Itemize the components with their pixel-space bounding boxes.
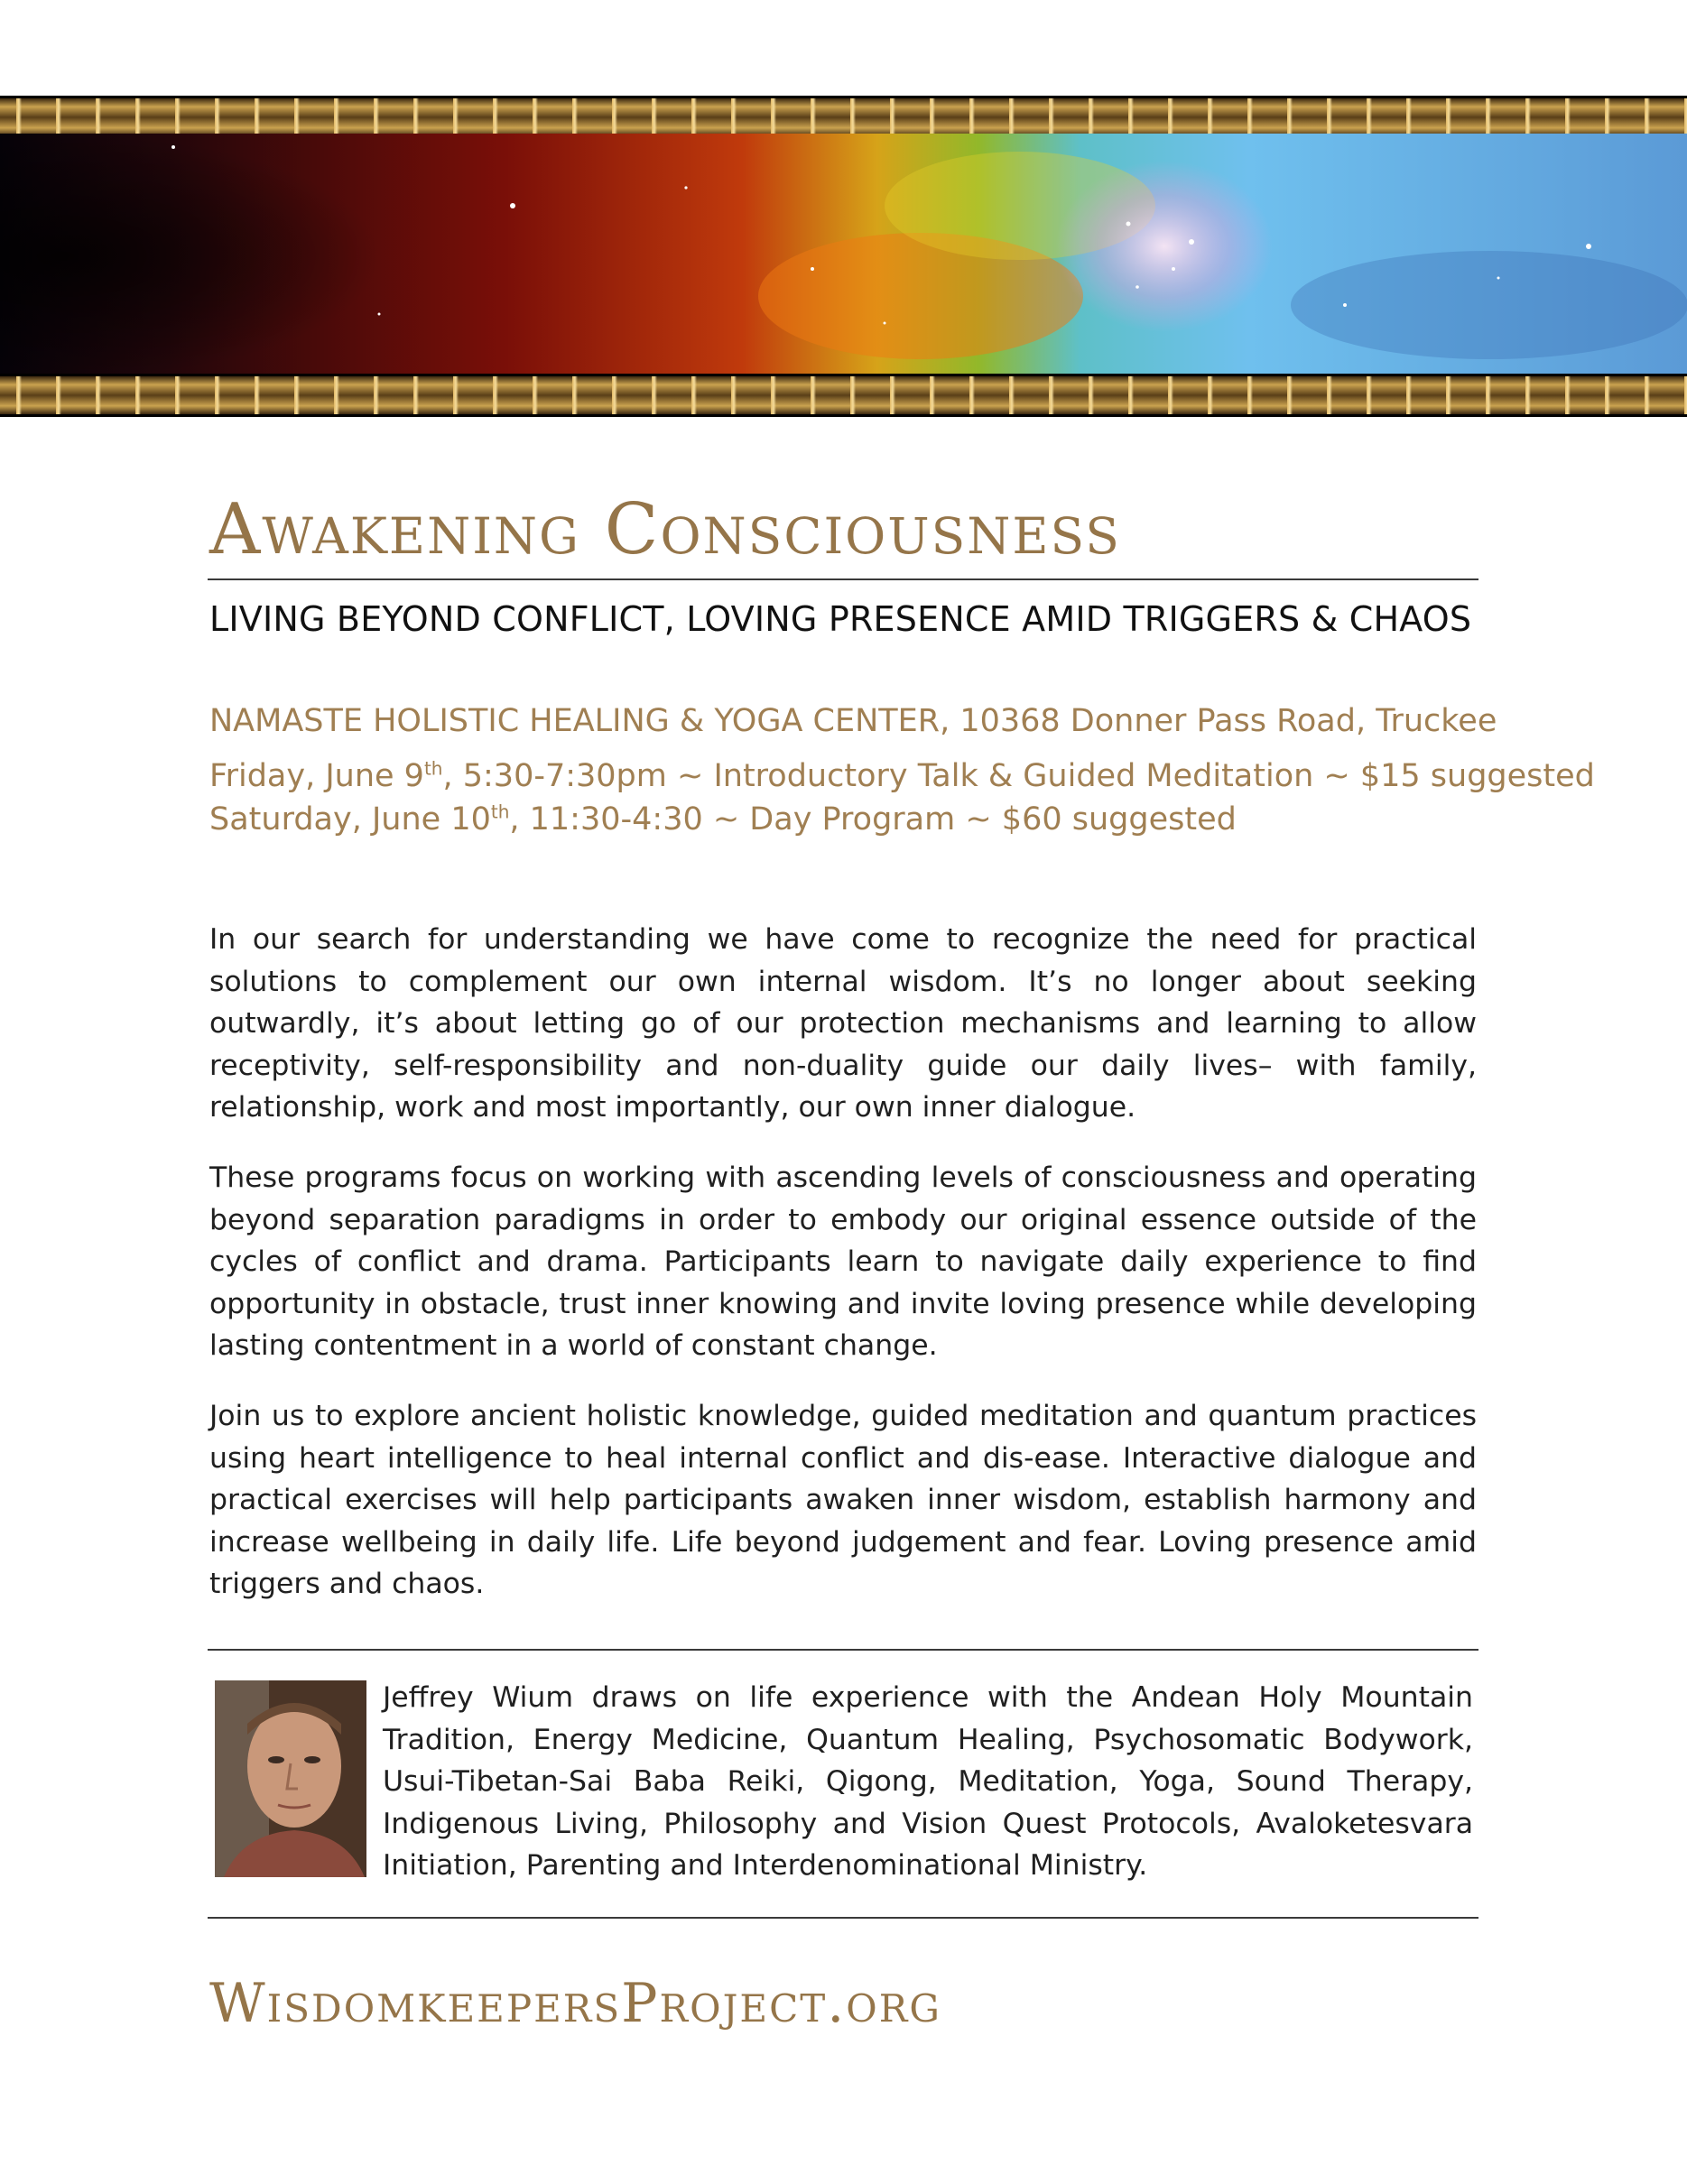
session-saturday: Saturday, June 10th, 11:30-4:30 ~ Day Program ~ $60 suggested <box>209 800 1237 838</box>
banner-ornament-top <box>0 96 1687 139</box>
portrait-image <box>215 1680 366 1877</box>
title-divider <box>208 578 1478 580</box>
nebula-image <box>0 134 1687 379</box>
banner-ornament-bottom <box>0 374 1687 417</box>
bio-divider-top <box>208 1649 1478 1651</box>
page-title: Awakening Consciousness <box>209 489 1121 570</box>
venue-line: NAMASTE HOLISTIC HEALING & YOGA CENTER, 10368 Donner Pass Road, Truckee <box>209 703 1497 739</box>
header-banner <box>0 96 1687 417</box>
schedule <box>209 754 1595 841</box>
subtitle: LIVING BEYOND CONFLICT, LOVING PRESENCE AMID TRIGGERS & CHAOS <box>209 599 1472 639</box>
presenter-photo <box>215 1680 366 1877</box>
website-link[interactable]: WisdomkeepersProject.org <box>209 1972 941 2035</box>
intro-paragraph: In our search for understanding we have come to recognize the need for practical solutions to complement our own internal wisdom. It’s no longer about seeking outwardly, it’s about letting go of our protection mechanisms and learning to allow receptivity, self-responsibility and non-duality guide our daily lives– with family, relationship, work and most importantly, our own inner dialogue. <box>209 923 1477 1124</box>
session-friday: Friday, June 9th, 5:30-7:30pm ~ Introductory Talk & Guided Meditation ~ $15 suggested <box>209 757 1595 794</box>
presenter-bio: Jeffrey Wium draws on life experience with the Andean Holy Mountain Tradition, Energy Medicine, Quantum Healing, Psychosomatic Bodywork, Usui-Tibetan-Sai Baba Reiki, Qigong, Meditation, Yoga, Sound Therapy, Indigenous Living, Philosophy and Vision Quest Protocols, Avaloketesvara Initiation, Parenting and Interdenominational Ministry. <box>383 1681 1473 1882</box>
bio-divider-bottom <box>208 1917 1478 1919</box>
program-paragraph: These programs focus on working with ascending levels of consciousness and operating beyond separation paradigms in order to embody our original essence outside of the cycles of conflict and drama. Participants learn to navigate daily experience to find opportunity in obstacle, trust inner knowing and invite loving presence while developing lasting contentment in a world of constant change. <box>209 1161 1477 1362</box>
invitation-paragraph: Join us to explore ancient holistic knowledge, guided meditation and quantum practices using heart intelligence to heal internal conflict and dis-ease. Interactive dialogue and practical exercises will help participants awaken inner wisdom, establish harmony and increase wellbeing in daily life. Life beyond judgement and fear. Loving presence amid triggers and chaos. <box>209 1400 1477 1600</box>
